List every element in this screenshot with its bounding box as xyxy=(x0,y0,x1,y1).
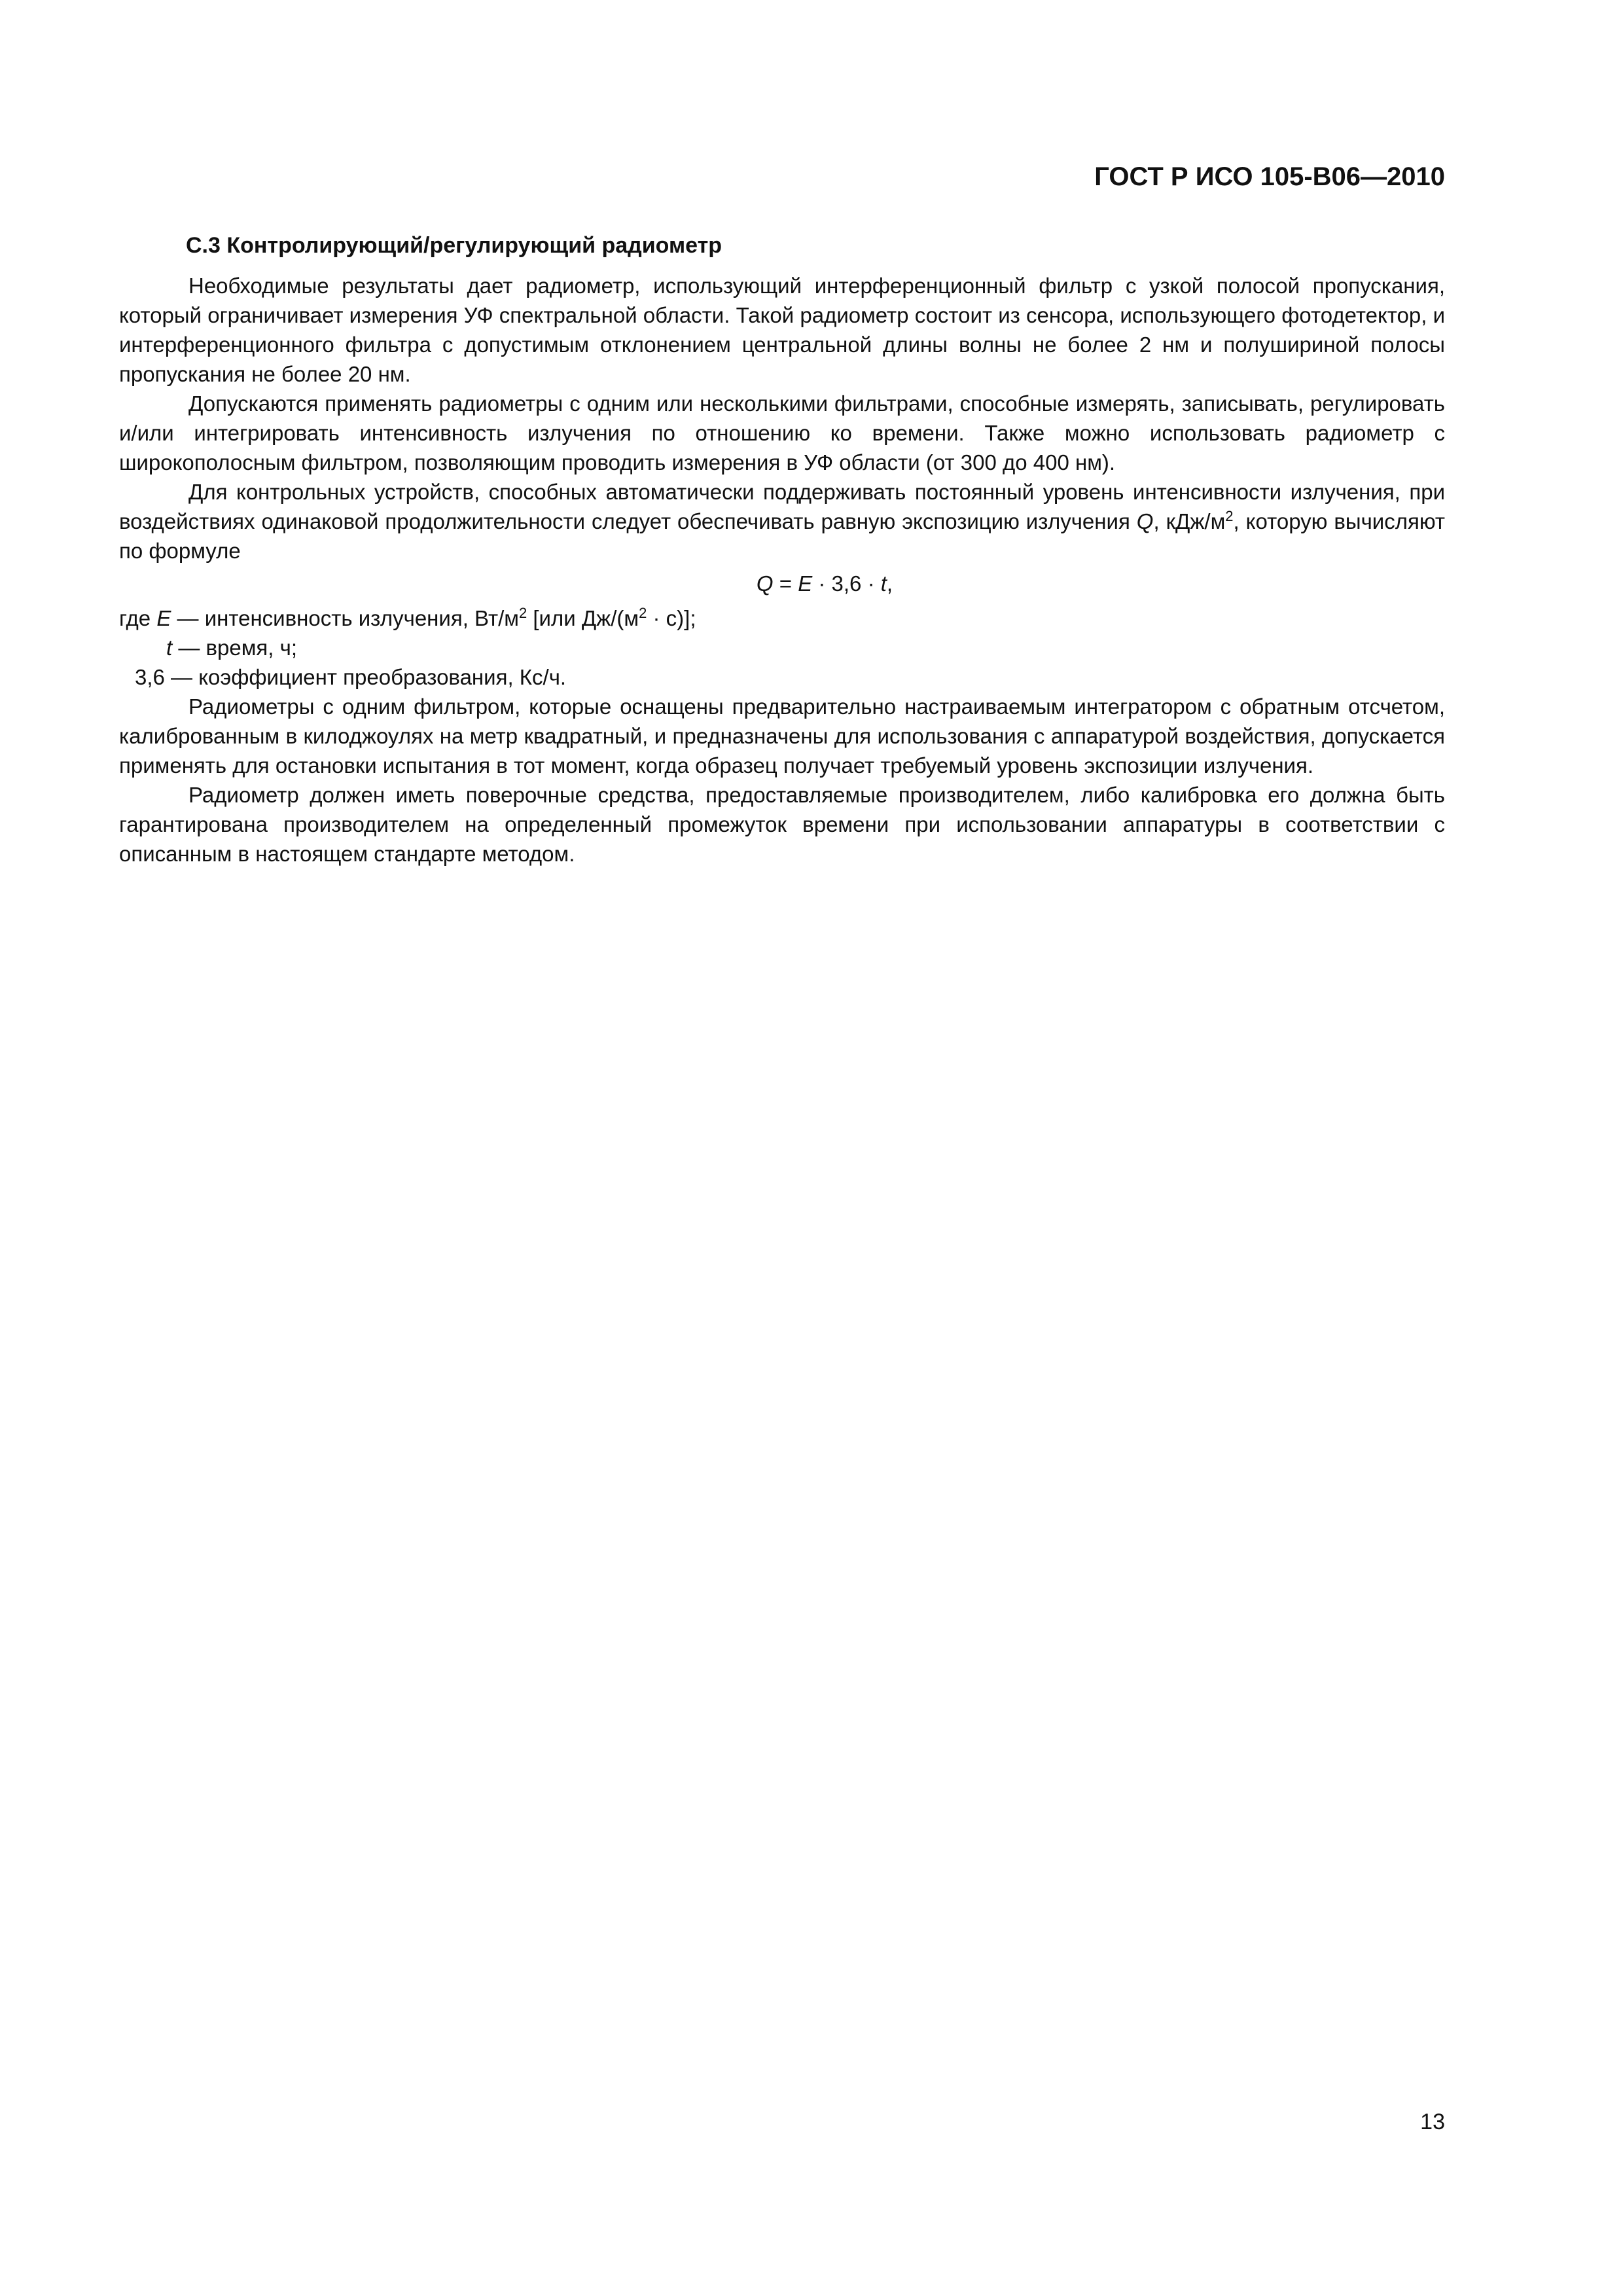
page-number: 13 xyxy=(1420,2109,1445,2134)
paragraph-1: Необходимые результаты дает радиометр, использующий интерференционный фильтр с узкой полосой пропускания, который ограничивает измерения УФ спектральной области. Такой радиометр состоит из сенсора, использующего фотодетектор, и интерференционного фильтра с допустимым отклонением центральной длины волны не более 2 нм и полушириной полосы пропускания не более 20 нм. xyxy=(119,274,1445,386)
formula: Q = E · 3,6 · t, xyxy=(756,571,893,596)
section-title: Контролирующий/регулирующий радиометр xyxy=(226,233,722,258)
section-heading xyxy=(186,231,722,260)
where-line-e: где E — интенсивность излучения, $Вт/м^2$ [или $Дж/(м^2 \cdot с)$]; xyxy=(119,605,696,630)
document-header: ГОСТ Р ИСО 105-B06—2010 xyxy=(1094,162,1445,191)
where-line-coefficient: 3,6 — коэффициент преобразования, Кс/ч. xyxy=(135,665,567,689)
paragraph-2: Допускаются применять радиометры с одним или несколькими фильтрами, способные измерять, записывать, регулировать и/или интегрировать интенсивность излучения по отношению ко времени. Также можно использовать радиометр с широкополосным фильтром, позволяющим проводить измерения в УФ области (от 300 до 400 нм). xyxy=(119,391,1445,475)
paragraph-4: Радиометры с одним фильтром, которые оснащены предварительно настраиваемым интегратором с обратным отсчетом, калиброванным в килоджоулях на метр квадратный, и предназначены для использования с аппаратурой воздействия, допускается применять для остановки испытания в тот момент, когда образец получает требуемый уровень экспозиции излучения. xyxy=(119,694,1445,778)
body-text xyxy=(119,271,1445,869)
paragraph-5: Радиометр должен иметь поверочные средства, предоставляемые производителем, либо калибровка его должна быть гарантирована производителем на определенный промежуток времени при использовании аппаратуры в соответствии с описанным в настоящем стандарте методом. xyxy=(119,783,1445,866)
section-number: С.3 xyxy=(186,233,221,258)
where-line-t: t — время, ч; xyxy=(166,636,298,660)
paragraph-3: Для контрольных устройств, способных автоматически поддерживать постоянный уровень интенсивности излучения, при воздействиях одинаковой продолжительности следует обеспечивать равную экспозицию излучения Q, кДж/$м^2$, которую вычисляют по формуле xyxy=(119,480,1446,563)
